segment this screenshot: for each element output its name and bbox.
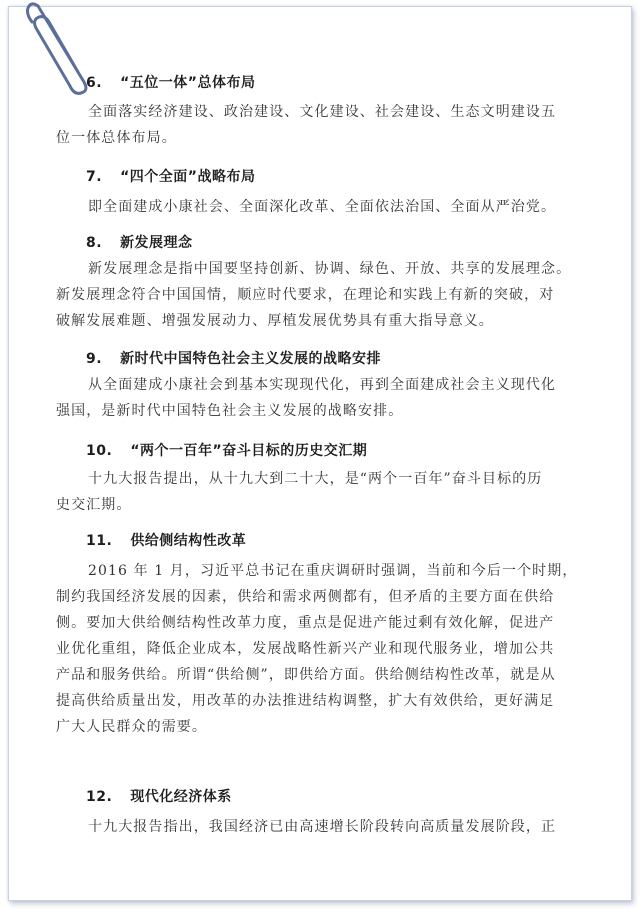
section-paragraph <box>56 99 586 151</box>
paragraph-line: 史交汇期。 <box>56 497 132 513</box>
paragraph-line: 提高供给质量出发，用改革的办法推进结构调整，扩大有效供给，更好满足 <box>56 693 555 709</box>
section-title: “两个一百年”奋斗目标的历史交汇期 <box>130 443 368 459</box>
paragraph-line: 侧。要加大供给侧结构性改革力度，重点是促进产能过剩有效化解，促进产 <box>56 615 555 631</box>
section-heading <box>56 786 232 806</box>
section-paragraph <box>56 372 586 424</box>
paragraph-line: 业优化重组，降低企业成本，发展战略性新兴产业和现代服务业，增加公共 <box>56 641 555 657</box>
section-paragraph <box>56 256 586 334</box>
paragraph-line: 新发展理念符合中国国情，顺应时代要求，在理论和实践上有新的突破，对 <box>56 287 555 303</box>
section-number: 6. <box>86 75 103 91</box>
section-number: 7. <box>86 169 103 185</box>
paragraph-line: 强国，是新时代中国特色社会主义发展的战略安排。 <box>56 403 404 419</box>
paragraph-line: 十九大报告指出，我国经济已由高速增长阶段转向高质量发展阶段，正 <box>88 819 557 835</box>
section-paragraph <box>56 194 586 220</box>
paragraph-line: 位一体总体布局。 <box>56 130 177 146</box>
section-heading <box>56 232 193 252</box>
section-number: 9. <box>86 351 103 367</box>
section-paragraph <box>56 558 586 740</box>
section-title: 现代化经济体系 <box>130 789 232 805</box>
paragraph-line: 产品和服务供给。所谓“供给侧”，即供给方面。供给侧结构性改革，就是从 <box>56 667 556 683</box>
paragraph-line: 全面落实经济建设、政治建设、文化建设、社会建设、生态文明建设五 <box>88 104 557 120</box>
paragraph-line: 新发展理念是指中国要坚持创新、协调、绿色、开放、共享的发展理念。 <box>88 261 572 277</box>
section-number: 12. <box>86 789 113 805</box>
paragraph-line: 2016 年 1 月，习近平总书记在重庆调研时强调，当前和今后一个时期， <box>88 563 578 579</box>
section-number: 11. <box>86 533 113 549</box>
section-title: 供给侧结构性改革 <box>130 533 247 549</box>
section-number: 10. <box>86 443 113 459</box>
section-heading <box>56 166 255 186</box>
section-heading <box>56 530 246 550</box>
paragraph-line: 广大人民群众的需要。 <box>56 719 207 735</box>
section-heading <box>56 348 381 368</box>
section-heading <box>56 72 255 92</box>
section-title: “五位一体”总体布局 <box>120 75 256 91</box>
paragraph-line: 破解发展难题、增强发展动力、厚植发展优势具有重大指导意义。 <box>56 313 494 329</box>
section-number: 8. <box>86 235 103 251</box>
section-title: 新发展理念 <box>120 235 193 251</box>
section-paragraph <box>56 814 586 840</box>
section-paragraph <box>56 466 586 518</box>
section-title: 新时代中国特色社会主义发展的战略安排 <box>120 351 382 367</box>
paragraph-line: 即全面建成小康社会、全面深化改革、全面依法治国、全面从严治党。 <box>88 199 557 215</box>
paragraph-line: 从全面建成小康社会到基本实现现代化，再到全面建成社会主义现代化 <box>88 377 557 393</box>
paragraph-line: 十九大报告提出，从十九大到二十大，是“两个一百年”奋斗目标的历 <box>88 471 543 487</box>
section-heading <box>56 440 367 460</box>
section-title: “四个全面”战略布局 <box>120 169 256 185</box>
paragraph-line: 制约我国经济发展的因素，供给和需求两侧都有，但矛盾的主要方面在供给 <box>56 589 555 605</box>
